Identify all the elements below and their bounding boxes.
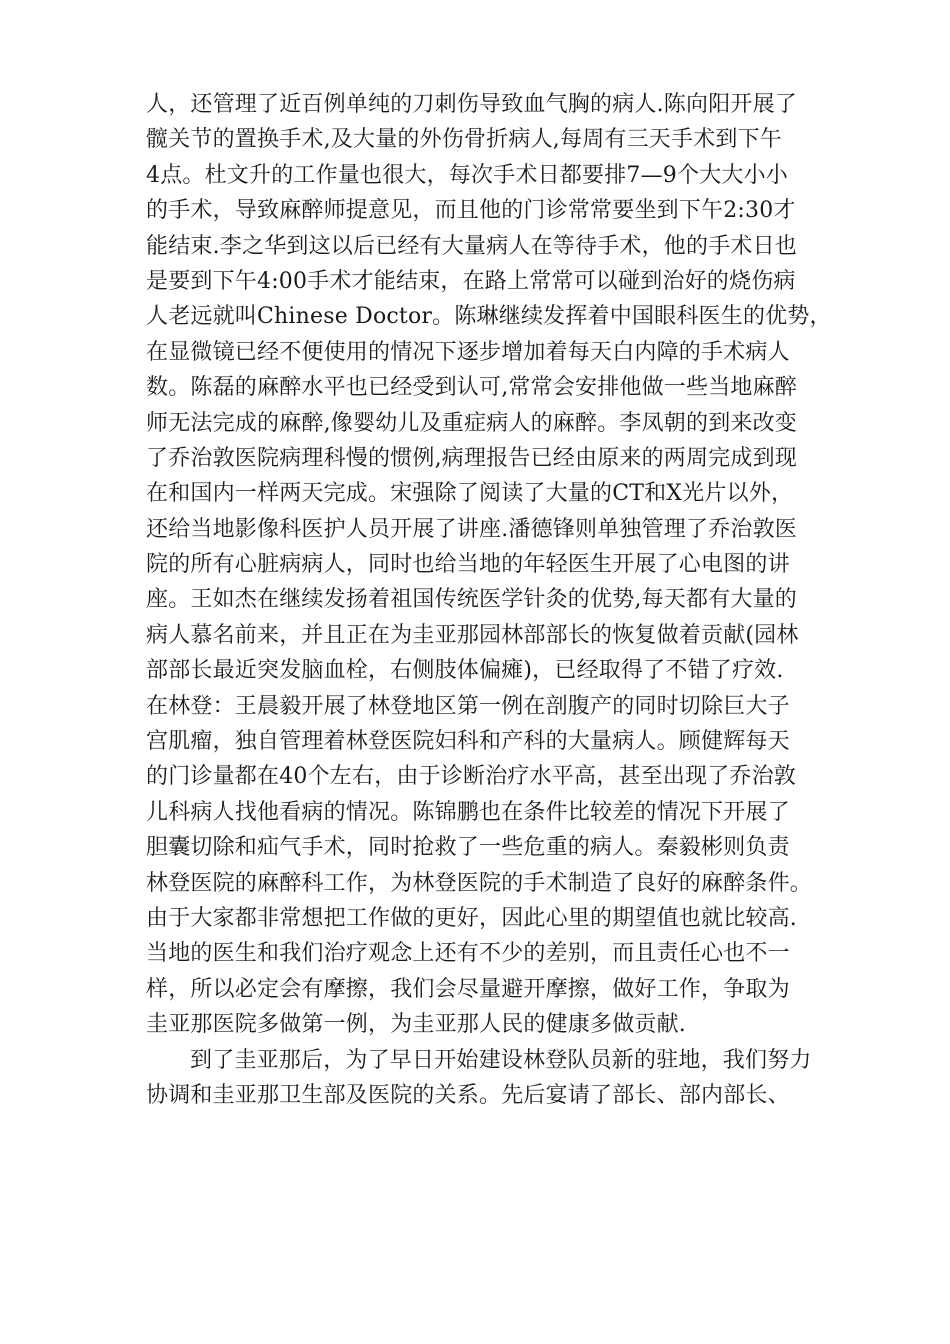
text-line: 在和国内一样两天完成。宋强除了阅读了大量的CT和X光片以外， xyxy=(146,481,794,507)
body-text xyxy=(146,87,836,1113)
text-line: 部部长最近突发脑血栓，右侧肢体偏瘫)，已经取得了不错了疗效. xyxy=(146,658,784,684)
text-line: 样，所以必定会有摩擦，我们会尽量避开摩擦，做好工作，争取为 xyxy=(146,976,790,1002)
text-line: 宫肌瘤，独自管理着林登医院妇科和产科的大量病人。顾健辉每天 xyxy=(146,729,790,755)
text-line: 在显微镜已经不便使用的情况下逐步增加着每天白内障的手术病人 xyxy=(146,339,790,365)
text-line: 病人慕名前来，并且正在为圭亚那园林部部长的恢复做着贡献(园林 xyxy=(146,622,799,648)
text-line: 协调和圭亚那卫生部及医院的关系。先后宴请了部长、部内部长、 xyxy=(146,1082,790,1108)
text-line: 能结束.李之华到这以后已经有大量病人在等待手术，他的手术日也 xyxy=(146,233,797,259)
text-line: 髋关节的置换手术,及大量的外伤骨折病人,每周有三天手术到下午 xyxy=(146,127,782,153)
paragraph-start-line: 到了圭亚那后，为了早日开始建设林登队员新的驻地，我们努力 xyxy=(190,1047,812,1073)
text-line: 院的所有心脏病病人，同时也给当地的年轻医生开展了心电图的讲 xyxy=(146,552,790,578)
text-line: 儿科病人找他看病的情况。陈锦鹏也在条件比较差的情况下开展了 xyxy=(146,799,790,825)
text-line: 胆囊切除和疝气手术，同时抢救了一些危重的病人。秦毅彬则负责 xyxy=(146,835,790,861)
text-line: 座。王如杰在继续发扬着祖国传统医学针灸的优势,每天都有大量的 xyxy=(146,587,797,613)
text-line: 了乔治敦医院病理科慢的惯例,病理报告已经由原来的两周完成到现 xyxy=(146,445,797,471)
text-line: 圭亚那医院多做第一例，为圭亚那人民的健康多做贡献. xyxy=(146,1012,686,1038)
text-line: 师无法完成的麻醉,像婴幼儿及重症病人的麻醉。李凤朝的到来改变 xyxy=(146,410,797,436)
text-line: 的门诊量都在40个左右，由于诊断治疗水平高，甚至出现了乔治敦 xyxy=(146,764,796,790)
text-line: 林登医院的麻醉科工作，为林登医院的手术制造了良好的麻醉条件。 xyxy=(146,870,813,896)
text-line: 还给当地影像科医护人员开展了讲座.潘德锋则单独管理了乔治敦医 xyxy=(146,516,797,542)
text-line: 人，还管理了近百例单纯的刀刺伤导致血气胸的病人.陈向阳开展了 xyxy=(146,92,797,117)
text-line: 当地的医生和我们治疗观念上还有不少的差别，而且责任心也不一 xyxy=(146,941,790,967)
text-line: 人老远就叫Chinese Doctor。陈琳继续发挥着中国眼科医生的优势， xyxy=(146,304,832,330)
text-line: 在林登：王晨毅开展了林登地区第一例在剖腹产的同时切除巨大子 xyxy=(146,693,790,719)
text-line: 是要到下午4:00手术才能结束，在路上常常可以碰到治好的烧伤病 xyxy=(146,268,796,294)
text-line: 数。陈磊的麻醉水平也已经受到认可,常常会安排他做一些当地麻醉 xyxy=(146,375,797,401)
text-line: 4点。杜文升的工作量也很大，每次手术日都要排7—9个大大小小 xyxy=(146,162,788,188)
text-line: 的手术，导致麻醉师提意见，而且他的门诊常常要坐到下午2:30才 xyxy=(146,198,796,224)
text-line: 由于大家都非常想把工作做的更好，因此心里的期望值也就比较高. xyxy=(146,905,797,931)
